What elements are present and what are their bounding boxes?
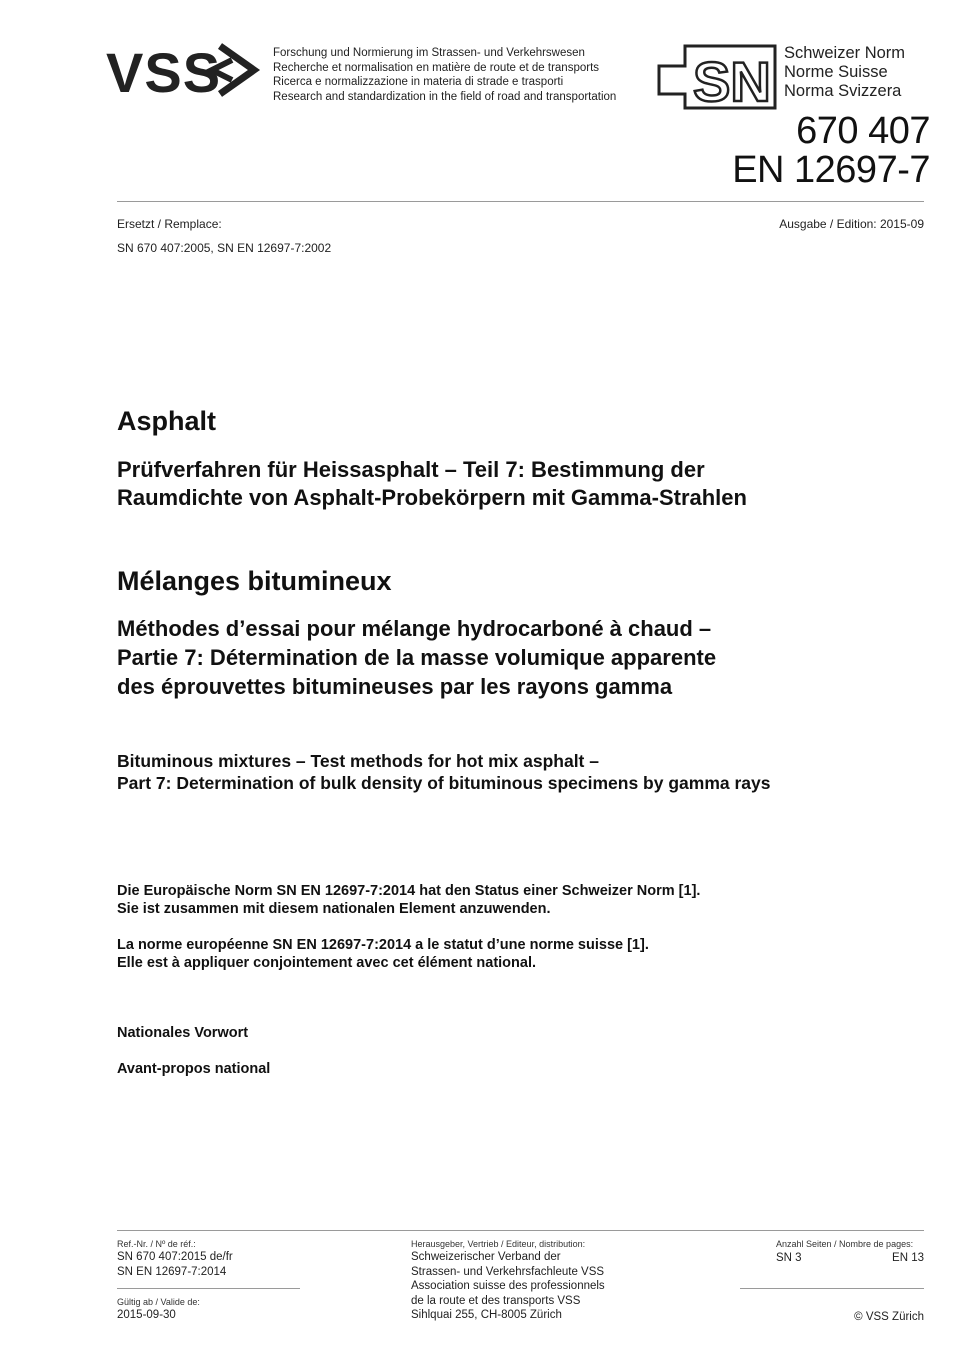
footer-ref-divider [117,1288,300,1289]
ref-label: Ref.-Nr. / Nº de réf.: [117,1239,196,1249]
status-de-line: Die Europäische Norm SN EN 12697-7:2014 hat den Status einer Schweizer Norm [1]. [117,883,701,899]
vss-line-it: Ricerca e normalizzazione in materia di strade e trasporti [273,76,564,88]
footer-valid [117,1296,200,1323]
vss-logo [106,40,266,102]
vss-description [273,46,616,104]
norm-name-fr: Norme Suisse [784,63,888,81]
edition: Ausgabe / Edition: 2015-09 [779,217,924,231]
norm-name-de: Schweizer Norm [784,44,906,62]
valid-label: Gültig ab / Valide de: [117,1297,200,1307]
en-number: EN 12697-7 [732,149,930,191]
ref-line: SN 670 407:2015 de/fr [117,1251,233,1263]
vss-line-fr: Recherche et normalisation en matière de route et de transports [273,61,600,74]
title-de: Asphalt [117,406,217,436]
footer-publisher [411,1238,605,1323]
sn-logo-text: SN [693,50,771,112]
subtitle-de [117,456,747,512]
publisher-line: Strassen- und Verkehrsfachleute VSS [411,1265,605,1278]
norm-number: 670 407 [796,110,930,152]
valid-value: 2015-09-30 [117,1309,176,1321]
subtitle-fr-line: Méthodes d’essai pour mélange hydrocarboné à chaud – [117,616,712,641]
pages-sn: SN 3 [776,1252,802,1264]
publisher-line: Association suisse des professionnels [411,1280,605,1292]
footer-divider [117,1230,924,1231]
ref-line: SN EN 12697-7:2014 [117,1265,227,1278]
status-fr [117,936,649,972]
publisher-line: Sihlquai 255, CH-8005 Zürich [411,1309,562,1321]
status-fr-line: La norme européenne SN EN 12697-7:2014 a le statut d’une norme suisse [1]. [117,937,649,953]
replaces-value: SN 670 407:2005, SN EN 12697-7:2002 [117,241,332,255]
footer-pages-divider [740,1288,924,1289]
norm-names [784,44,905,101]
subtitle-fr-line: Partie 7: Détermination de la masse volumique apparente [117,645,717,670]
subtitle-en-line: Bituminous mixtures – Test methods for hot mix asphalt – [117,751,599,771]
vss-line-de: Forschung und Normierung im Strassen- und Verkehrswesen [273,47,585,59]
subtitle-fr-line: des éprouvettes bitumineuses par les rayons gamma [117,674,673,699]
subtitle-en-line: Part 7: Determination of bulk density of bituminous specimens by gamma rays [117,773,771,793]
foreword-de: Nationales Vorwort [117,1025,249,1041]
subtitle-fr [117,614,716,701]
subtitle-de-line: Raumdichte von Asphalt-Probekörpern mit Gamma-Strahlen [117,485,747,510]
status-fr-line: Elle est à appliquer conjointement avec cet élément national. [117,955,537,971]
pages-label: Anzahl Seiten / Nombre de pages: [776,1239,914,1249]
header-divider [117,201,924,202]
standard-numbers [732,112,930,190]
vss-line-en: Research and standardization in the field of road and transportation [273,90,617,103]
foreword-fr: Avant-propos national [117,1061,271,1077]
publisher-line: de la route et des transports VSS [411,1294,581,1307]
pages-en: EN 13 [892,1252,924,1264]
status-de-line: Sie ist zusammen mit diesem nationalen Element anzuwenden. [117,901,551,917]
vss-logo-text: VSS [106,41,222,102]
publisher-label: Herausgeber, Vertrieb / Editeur, distribution: [411,1239,586,1249]
status-de [117,882,700,918]
sn-logo [657,44,779,112]
publisher-line: Schweizerischer Verband der [411,1251,561,1263]
subtitle-de-line: Prüfverfahren für Heissasphalt – Teil 7: Bestimmung der [117,457,705,482]
copyright: © VSS Zürich [854,1311,924,1323]
footer-pages [776,1238,913,1250]
replaces-label: Ersetzt / Remplace: [117,217,222,231]
footer-ref [117,1238,233,1279]
norm-name-it: Norma Svizzera [784,82,902,100]
title-fr: Mélanges bitumineux [117,566,392,596]
subtitle-en [117,750,770,794]
